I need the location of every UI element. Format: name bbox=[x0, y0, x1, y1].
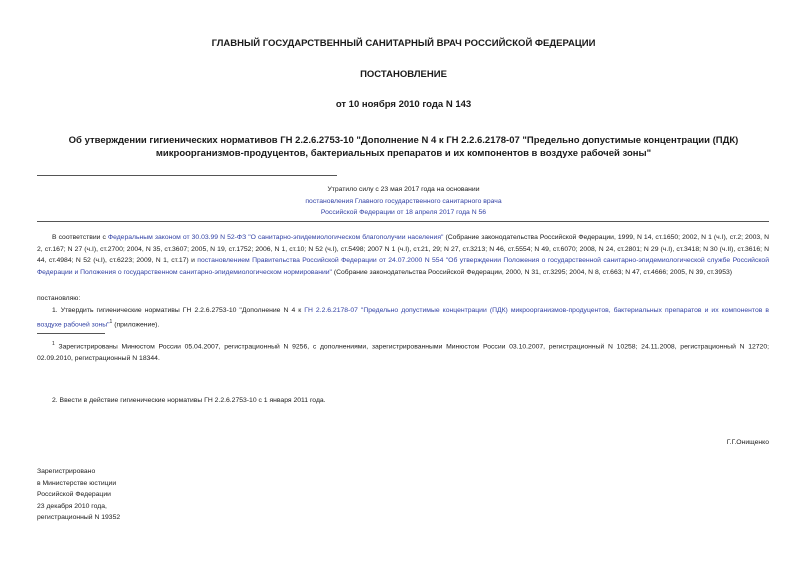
footnote-text: Зарегистрированы Минюстом России 05.04.2007, регистрационный N 9256, с дополнениями, зарегистрированными Минюстом России 03.10.2007, регистрационный N 10258; 24.11.2008, регистрационный N 12720; 02.09.2010, регистрационный N 18344. bbox=[37, 343, 769, 362]
federal-law-link[interactable]: Федеральным законом от 30.03.99 N 52-ФЗ "О санитарно-эпидемиологическом благополучии населения" bbox=[107, 234, 444, 241]
expiry-text: Утратило силу с 23 мая 2017 года на основании bbox=[327, 186, 480, 193]
expiry-link-line1[interactable]: постановления Главного государственного санитарного врача bbox=[305, 197, 502, 205]
registration-line: в Министерстве юстиции bbox=[37, 479, 117, 487]
footnote-mark: 1 bbox=[52, 341, 55, 347]
document-type: ПОСТАНОВЛЕНИЕ bbox=[360, 69, 447, 80]
footnote-paragraph bbox=[37, 339, 769, 364]
item-2-text: 2. Ввести в действие гигиенические нормативы ГН 2.2.6.2753-10 с 1 января 2011 года. bbox=[52, 397, 326, 404]
document-title: Об утверждении гигиенических нормативов ГН 2.2.6.2753-10 "Дополнение N 4 к ГН 2.2.6.2178-07 "Предельно допустимые концентрации (ПДК) микроорганизмов-продуцентов, бактериальных препаратов и их компонентов в воздухе рабочей зоны" bbox=[68, 135, 739, 159]
registration-line: 23 декабря 2010 года, bbox=[37, 502, 107, 510]
resolves-text: постановляю: bbox=[37, 295, 81, 302]
preamble-text-3: (Собрание законодательства Российской Федерации, 2000, N 31, ст.3295; 2004, N 8, ст.663; N 47, ст.4666; 2005, N 39, ст.3953) bbox=[331, 268, 733, 276]
authority-heading: ГЛАВНЫЙ ГОСУДАРСТВЕННЫЙ САНИТАРНЫЙ ВРАЧ РОССИЙСКОЙ ФЕДЕРАЦИИ bbox=[211, 38, 596, 49]
divider-expiry bbox=[37, 221, 769, 222]
divider-top bbox=[37, 175, 337, 176]
registration-line: Российской Федерации bbox=[37, 491, 111, 498]
divider-footnote bbox=[37, 333, 105, 334]
preamble-paragraph bbox=[37, 232, 769, 278]
registration-line: регистрационный N 19352 bbox=[37, 514, 121, 521]
preamble-text-1: В соответствии с bbox=[52, 234, 108, 241]
expiry-notice bbox=[240, 184, 567, 219]
item-1-text: 1. Утвердить гигиенические нормативы ГН 2.2.6.2753-10 "Дополнение N 4 к bbox=[52, 307, 302, 314]
signature: Г.Г.Онищенко bbox=[726, 439, 769, 446]
document-date: от 10 ноября 2010 года N 143 bbox=[335, 99, 472, 110]
expiry-link-line2[interactable]: Российской Федерации от 18 апреля 2017 года N 56 bbox=[320, 209, 487, 216]
government-decree-link[interactable]: постановлением Правительства Российской Федерации от 24.07.2000 N 554 "Об утверждении Положения о государственной санитарно-эпидемиологической службе Российской Федерации и Положения о государственном санитарно-эпидемиологическом нормировании" bbox=[37, 257, 769, 276]
footnote-ref: 1 bbox=[109, 318, 113, 325]
item-1-tail: (приложение). bbox=[112, 320, 160, 328]
item-1-paragraph bbox=[37, 305, 769, 330]
norm-link[interactable]: ГН 2.2.6.2178-07 "Предельно допустимые концентрации (ПДК) микроорганизмов-продуцентов, бактериальных препаратов и их компонентов в воздухе рабочей зоны" bbox=[37, 307, 769, 328]
registration-line: Зарегистрировано bbox=[37, 468, 96, 475]
preamble-text-2: (Собрание законодательства Российской Федерации, 1999, N 14, ст.1650; 2002, N 1 (ч.I), ст.2; 2003, N 2, ст.167; N 27 (ч.I), ст.2700; 2004, N 35, ст.3607; 2005, N 19, ст.1752; 2006, N 1, ст.10; N 52 (ч.I), ст.5498; 2007 N 1 (ч.I), ст.21, 29; N 27, ст.3213; N 46, ст.5554; N 49, ст.6070; 2008, N 24, ст.2801; N 29 (ч.I), ст.3418; N 30 (ч.II), ст.3616; N 44, ст.4984; N 52 (ч.I), ст.6223; 2009, N 1, ст.17) и bbox=[37, 234, 770, 264]
registration-block bbox=[37, 466, 120, 524]
